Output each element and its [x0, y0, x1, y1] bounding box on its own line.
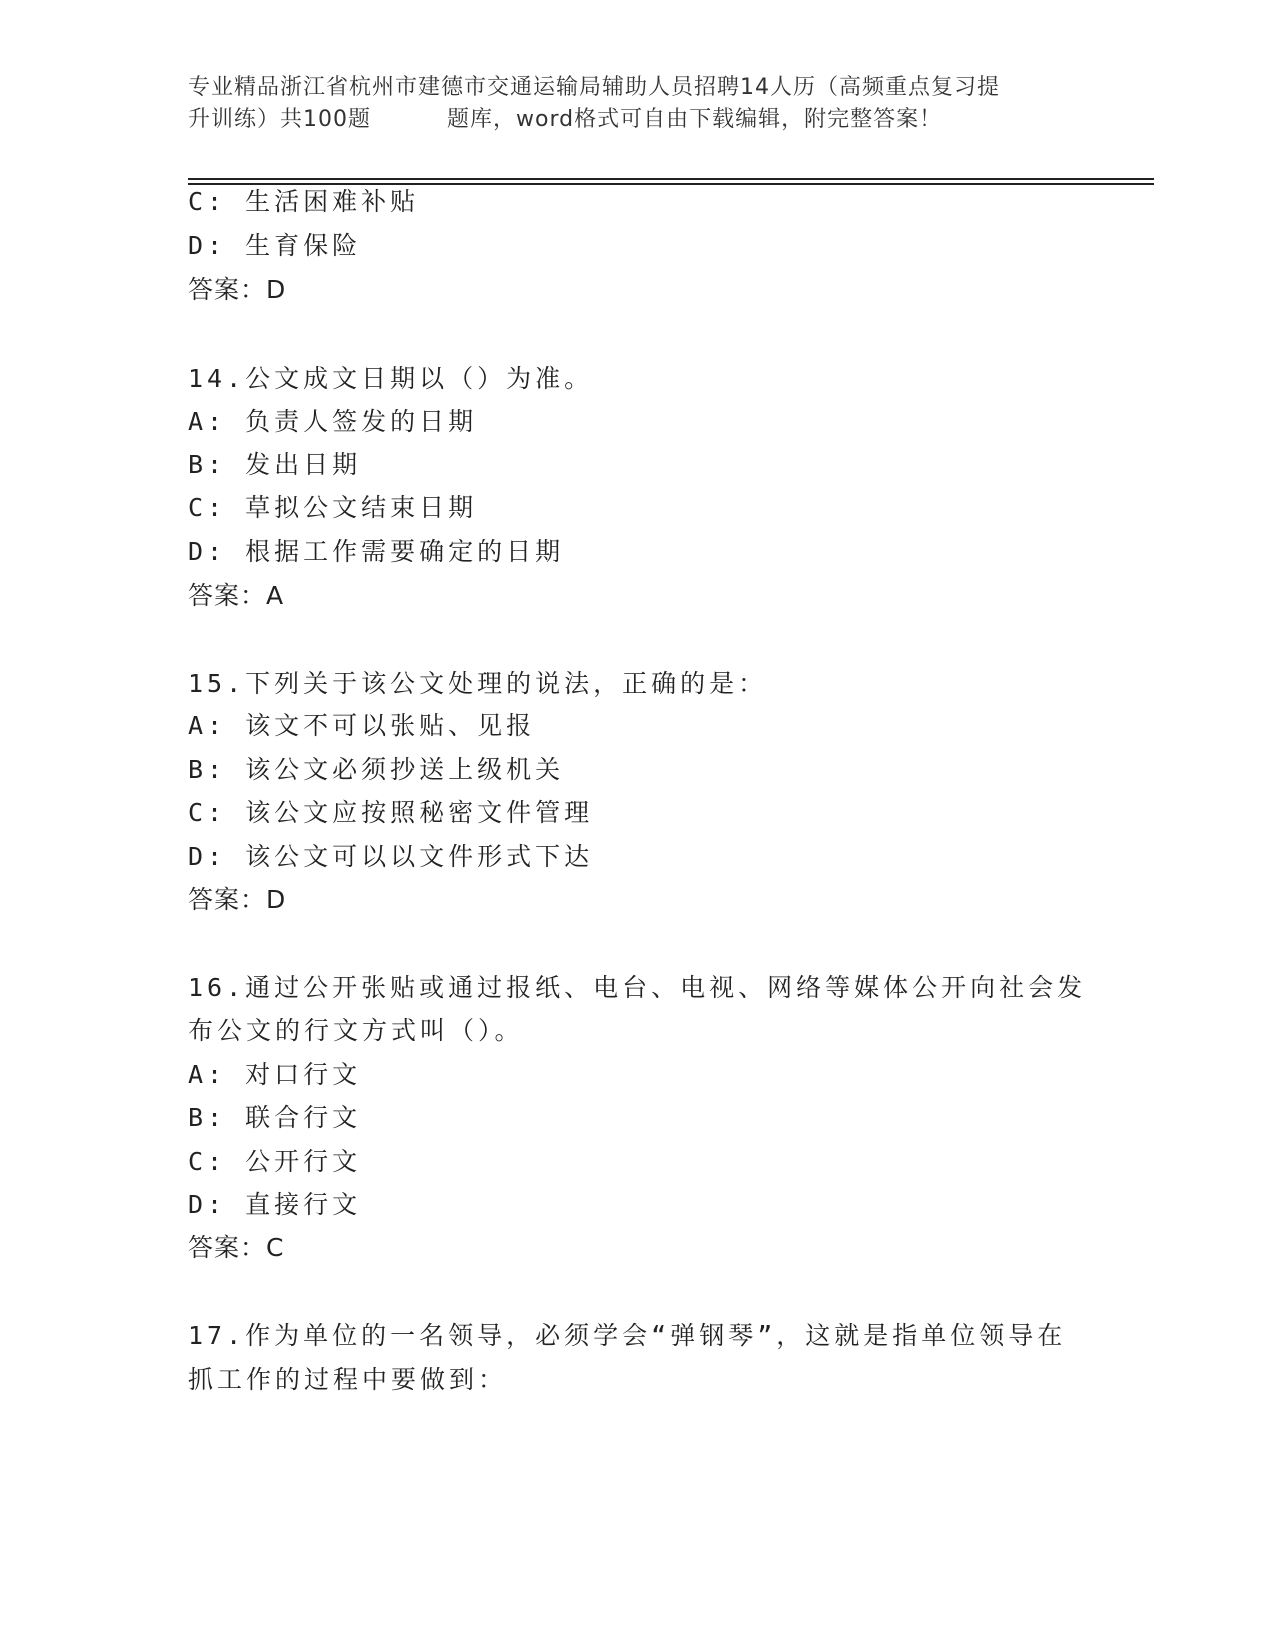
- header-line-2: [188, 104, 1068, 136]
- q14-option-b: B: 发出日期: [188, 450, 362, 479]
- q15-option-a: A: 该文不可以张贴、见报: [188, 711, 536, 740]
- q15-question: 15.下列关于该公文处理的说法，正确的是：: [188, 669, 768, 698]
- q15-option-d: D: 该公文可以以文件形式下达: [188, 842, 594, 871]
- document-header: [188, 72, 1068, 136]
- q16-option-a: A: 对口行文: [188, 1060, 362, 1089]
- header-line-2-part-b: 题库，word格式可自由下载编辑，附完整答案！: [447, 107, 943, 132]
- q17-question-line-1: 17.作为单位的一名领导，必须学会“弹钢琴”，这就是指单位领导在: [188, 1321, 1067, 1350]
- header-divider-bottom: [188, 183, 1154, 185]
- q15-option-b: B: 该公文必须抄送上级机关: [188, 755, 565, 784]
- q14-option-a: A: 负责人签发的日期: [188, 407, 478, 436]
- q14-question: 14.公文成文日期以（）为准。: [188, 364, 594, 393]
- header-line-2-part-a: 升训练）共100题: [188, 107, 371, 132]
- q15-option-c: C: 该公文应按照秘密文件管理: [188, 798, 594, 827]
- q16-option-b: B: 联合行文: [188, 1103, 362, 1132]
- q16-question-line-1: 16.通过公开张贴或通过报纸、电台、电视、网络等媒体公开向社会发: [188, 973, 1087, 1002]
- q14-option-d: D: 根据工作需要确定的日期: [188, 537, 565, 566]
- q13-answer: 答案：D: [188, 275, 287, 304]
- q15-answer: 答案：D: [188, 885, 287, 914]
- q14-option-c: C: 草拟公文结束日期: [188, 493, 478, 522]
- q16-option-d: D: 直接行文: [188, 1190, 362, 1219]
- q17-question-line-2: 抓工作的过程中要做到：: [188, 1365, 508, 1394]
- header-divider-top: [188, 178, 1154, 180]
- q16-option-c: C: 公开行文: [188, 1147, 362, 1176]
- q16-answer: 答案：C: [188, 1233, 285, 1262]
- q13-option-c: C: 生活困难补贴: [188, 187, 420, 216]
- q13-option-d: D: 生育保险: [188, 231, 362, 260]
- q14-answer: 答案：A: [188, 581, 285, 610]
- header-line-1: 专业精品浙江省杭州市建德市交通运输局辅助人员招聘14人历（高频重点复习提: [188, 75, 1000, 100]
- q16-question-line-2: 布公文的行文方式叫（）。: [188, 1016, 524, 1045]
